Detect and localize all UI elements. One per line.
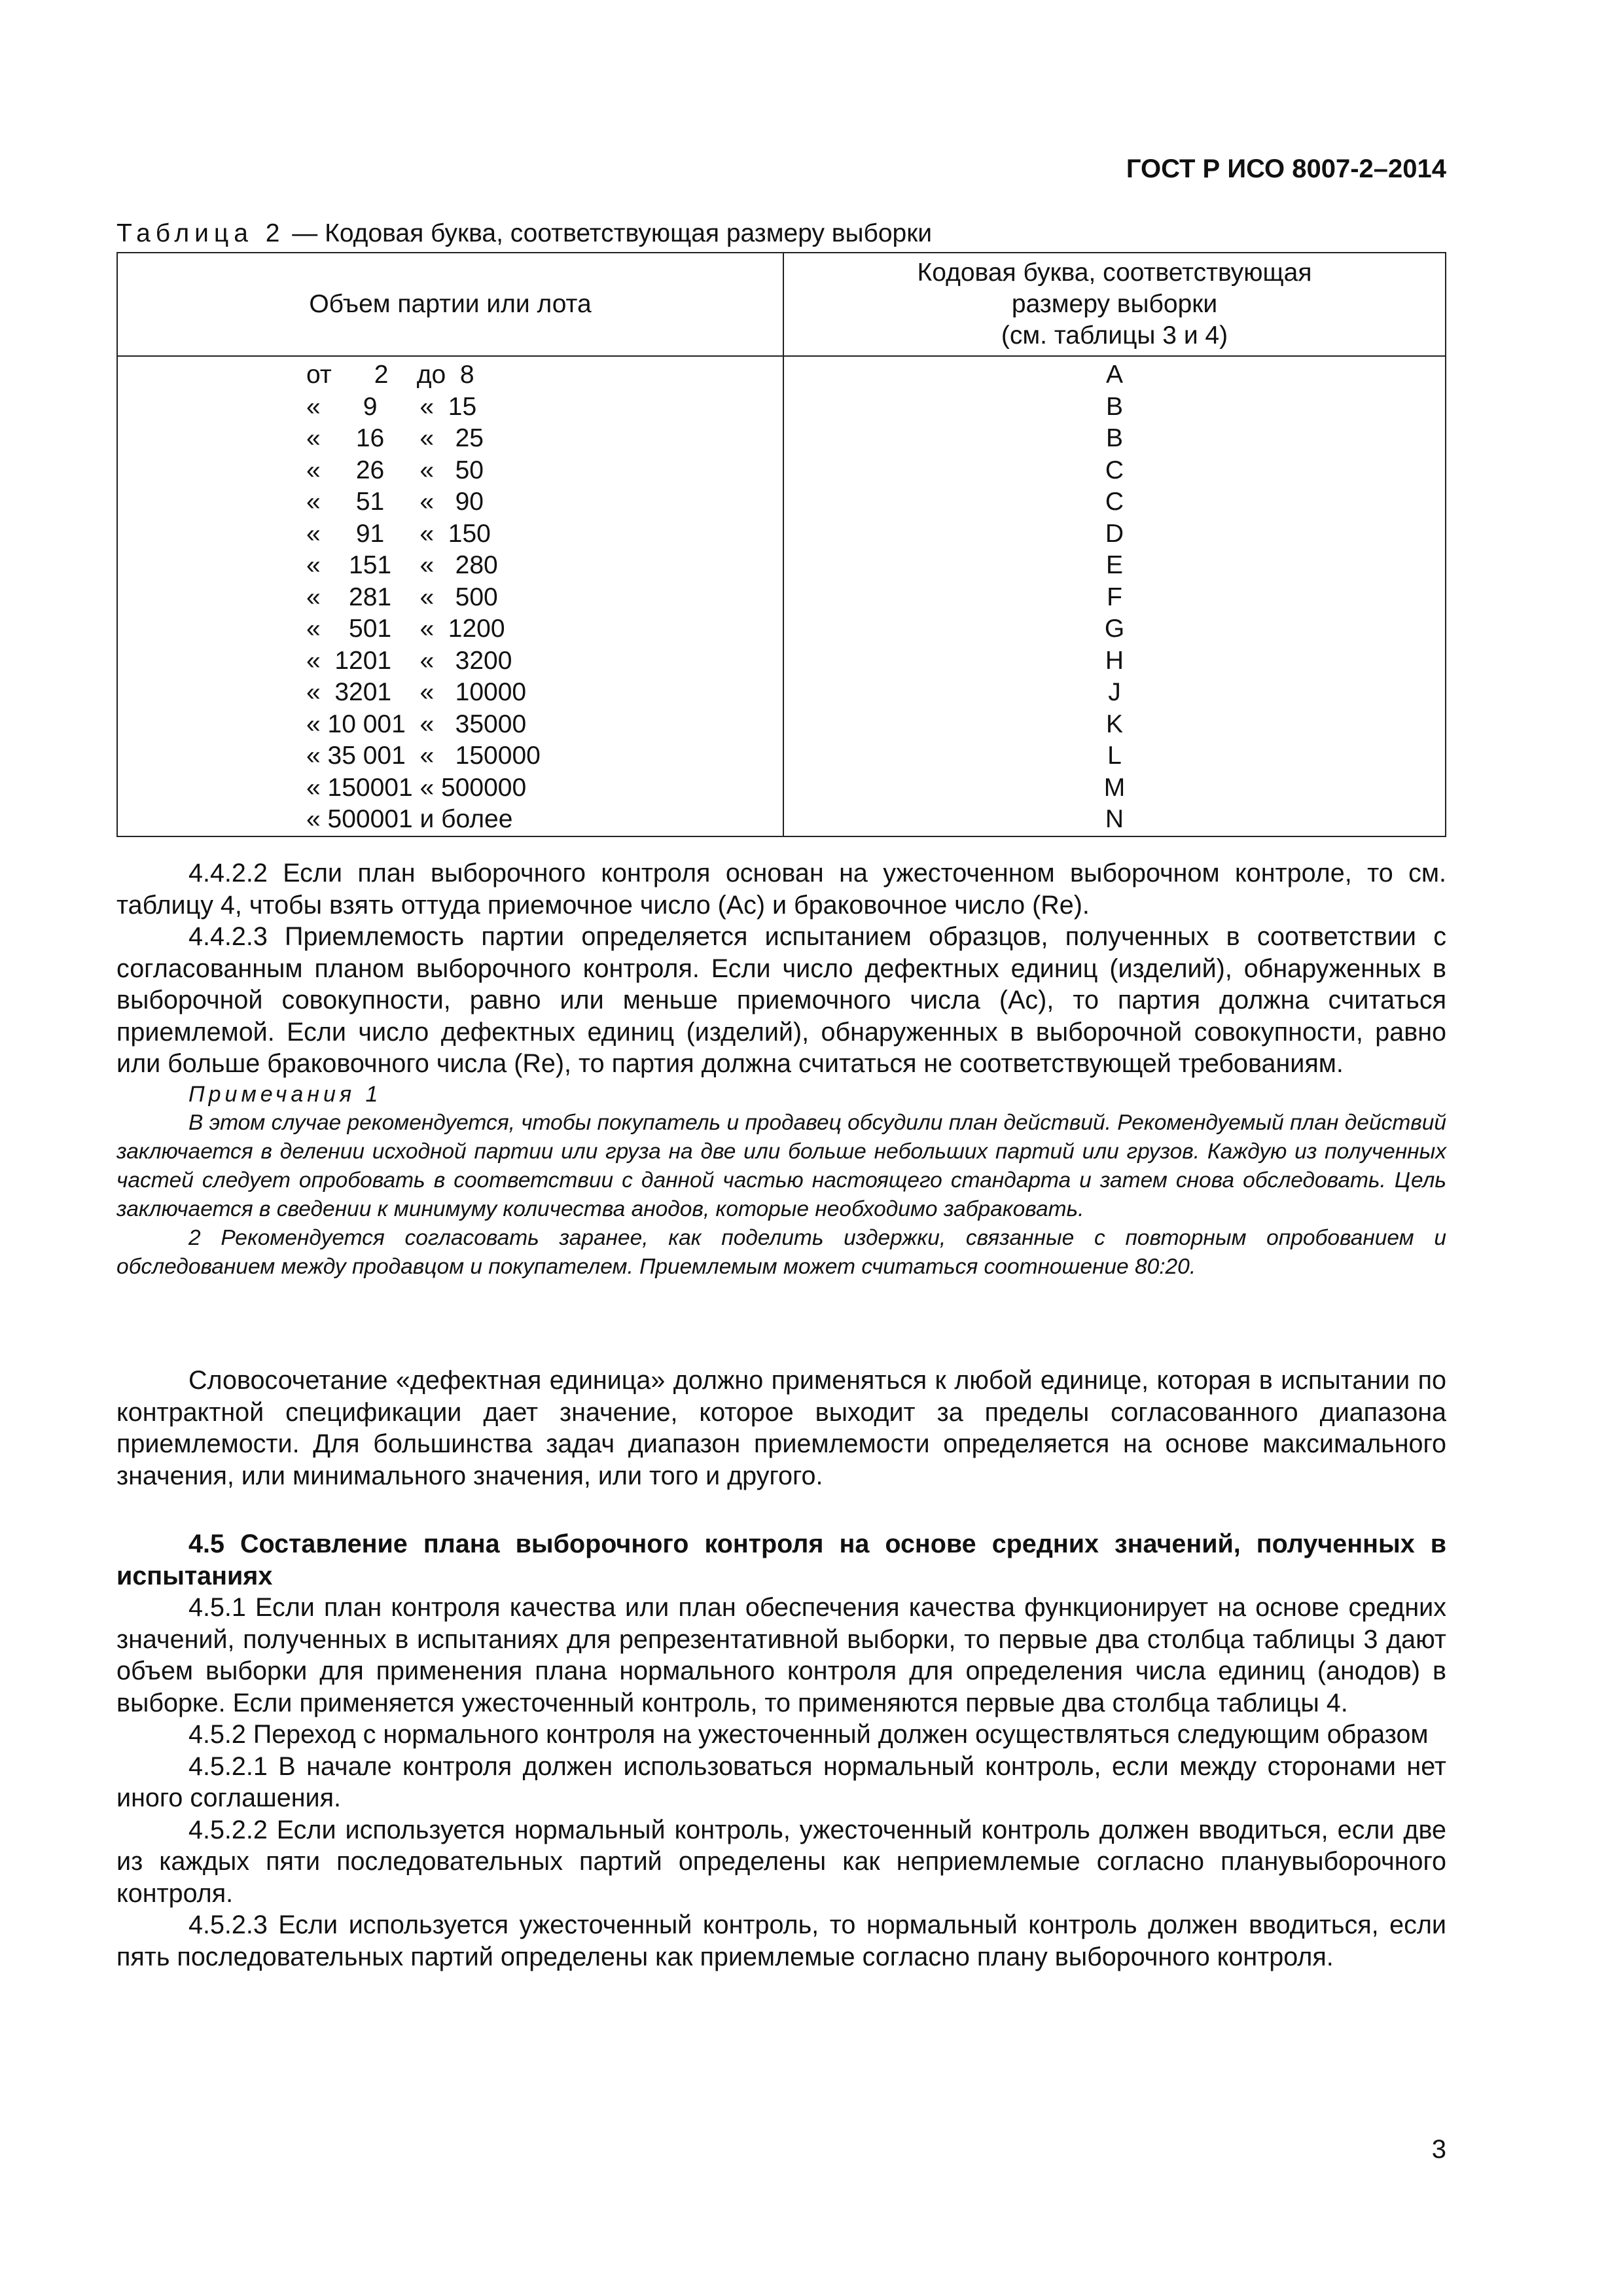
table-header-line: Кодовая буква, соответствующая xyxy=(917,259,1312,287)
code-letter-table xyxy=(116,252,1446,837)
table-cell-range: « 501 « 1200 xyxy=(117,613,783,645)
table-cell-letter: N xyxy=(783,804,1446,836)
table-caption-text: — Кодовая буква, соответствующая размеру выборки xyxy=(292,219,933,247)
table-cell-range: « 500001 и более xyxy=(117,804,783,836)
paragraph-4-5-2-1: 4.5.2.1 В начале контроля должен использоваться нормальный контроль, если между сторонами нет иного соглашения. xyxy=(116,1751,1446,1812)
section-4-5 xyxy=(116,1528,1446,1973)
table-cell-letter: B xyxy=(783,423,1446,455)
table-row xyxy=(117,740,1446,772)
table-caption-label: Таблица 2 xyxy=(116,219,285,247)
table-header-line: размеру выборки xyxy=(1011,290,1218,318)
table-cell-letter: D xyxy=(783,518,1446,550)
defective-unit-text xyxy=(116,1365,1446,1492)
table-row xyxy=(117,550,1446,582)
table-cell-range: « 9 « 15 xyxy=(117,391,783,423)
table-header-lot-size: Объем партии или лота xyxy=(117,253,783,356)
table-cell-letter: J xyxy=(783,677,1446,709)
note-1: В этом случае рекомендуется, чтобы покупатель и продавец обсудили план действий. Рекомендуемый план действий заключается в делении исходной партии или груза на две или больше небольших партий или грузов. Каждую из полученных частей следует опробовать в соответствии с данной частью настоящего стандарта и затем снова обследовать. Цель заключается в сведении к минимуму количества анодов, которые необходимо забраковать. xyxy=(116,1110,1446,1221)
table-cell-range: « 3201 « 10000 xyxy=(117,677,783,709)
table-cell-range: « 151 « 280 xyxy=(117,550,783,582)
table-cell-range: « 26 « 50 xyxy=(117,455,783,487)
table-cell-range: « 281 « 500 xyxy=(117,582,783,614)
paragraph-4-4-2-3: 4.4.2.3 Приемлемость партии определяется испытанием образцов, полученных в соответствии с согласованным планом выборочного контроля. Если число дефектных единиц (изделий), обнаруженных в выборочной совокупности, равно или меньше приемочного числа (Ac), то партия должна считаться приемлемой. Если число дефектных единиц (изделий), обнаруженных в выборочной совокупности, равно или больше браковочного числа (Re), то партия должна считаться не соответствующей требованиям. xyxy=(116,922,1446,1078)
table-row xyxy=(117,486,1446,518)
table-cell-letter: G xyxy=(783,613,1446,645)
table-cell-letter: M xyxy=(783,772,1446,804)
table-cell-letter: F xyxy=(783,582,1446,614)
table-cell-range: « 150001 « 500000 xyxy=(117,772,783,804)
table-row xyxy=(117,356,1446,391)
paragraph-4-5-2-2: 4.5.2.2 Если используется нормальный контроль, ужесточенный контроль должен вводиться, если две из каждых пяти последовательных партий определены как неприемлемые согласно планувыборочного контроля. xyxy=(116,1815,1446,1908)
table-cell-letter: K xyxy=(783,709,1446,741)
table-row xyxy=(117,645,1446,677)
table-cell-range: « 10 001 « 35000 xyxy=(117,709,783,741)
paragraph-4-5-2-3: 4.5.2.3 Если используется ужесточенный контроль, то нормальный контроль должен вводиться, если пять последовательных партий определены как приемлемые согласно плану выборочного контроля. xyxy=(116,1910,1446,1971)
table-header-line: (см. таблицы 3 и 4) xyxy=(1001,321,1228,350)
table-row xyxy=(117,391,1446,423)
table-cell-letter: E xyxy=(783,550,1446,582)
page-number: 3 xyxy=(1431,2135,1446,2164)
table-cell-range: « 51 « 90 xyxy=(117,486,783,518)
notes-title: Примечания 1 xyxy=(188,1081,382,1107)
document-header: ГОСТ Р ИСО 8007-2–2014 xyxy=(1126,154,1446,183)
table-cell-letter: L xyxy=(783,740,1446,772)
table-cell-letter: A xyxy=(783,356,1446,391)
table-row xyxy=(117,582,1446,614)
table-row xyxy=(117,677,1446,709)
table-row xyxy=(117,772,1446,804)
table-cell-range: « 1201 « 3200 xyxy=(117,645,783,677)
table-cell-letter: C xyxy=(783,486,1446,518)
table-cell-letter: H xyxy=(783,645,1446,677)
table-cell-letter: C xyxy=(783,455,1446,487)
table-caption xyxy=(116,219,932,248)
paragraph-4-5-1: 4.5.1 Если план контроля качества или план обеспечения качества функционирует на основе средних значений, полученных в испытаниях для репрезентативной выборки, то первые два столбца таблицы 3 дают объем выборки для применения плана нормального контроля для определения числа единиц (анодов) в выборке. Если применяется ужесточенный контроль, то применяются первые два столбца таблицы 4. xyxy=(116,1593,1446,1717)
table-cell-letter: B xyxy=(783,391,1446,423)
table-row xyxy=(117,804,1446,836)
table-cell-range: « 91 « 150 xyxy=(117,518,783,550)
paragraph-4-5-2: 4.5.2 Переход с нормального контроля на ужесточенный должен осуществляться следующим образом xyxy=(188,1720,1429,1749)
table-row xyxy=(117,455,1446,487)
table-row xyxy=(117,709,1446,741)
note-2: 2 Рекомендуется согласовать заранее, как поделить издержки, связанные с повторным опробованием и обследованием между продавцом и покупателем. Приемлемым может считаться соотношение 80:20. xyxy=(116,1225,1446,1279)
table-row xyxy=(117,613,1446,645)
section-heading-4-5: 4.5 Составление плана выборочного контроля на основе средних значений, полученных в испытаниях xyxy=(116,1530,1446,1590)
table-row xyxy=(117,518,1446,550)
table-cell-range: от 2 до 8 xyxy=(117,356,783,391)
table-cell-range: « 16 « 25 xyxy=(117,423,783,455)
paragraph-defective-unit: Словосочетание «дефектная единица» должно применяться к любой единице, которая в испытании по контрактной спецификации дает значение, которое выходит за пределы согласованного диапазона приемлемости. Для большинства задач диапазон приемлемости определяется на основе максимального значения, или минимального значения, или того и другого. xyxy=(116,1366,1446,1490)
section-4-4-text xyxy=(116,857,1446,1282)
table-header-code-letter xyxy=(783,253,1446,356)
table-cell-range: « 35 001 « 150000 xyxy=(117,740,783,772)
table-row xyxy=(117,423,1446,455)
paragraph-4-4-2-2: 4.4.2.2 Если план выборочного контроля основан на ужесточенном выборочном контроле, то см. таблицу 4, чтобы взять оттуда приемочное число (Ac) и браковочное число (Re). xyxy=(116,859,1446,920)
